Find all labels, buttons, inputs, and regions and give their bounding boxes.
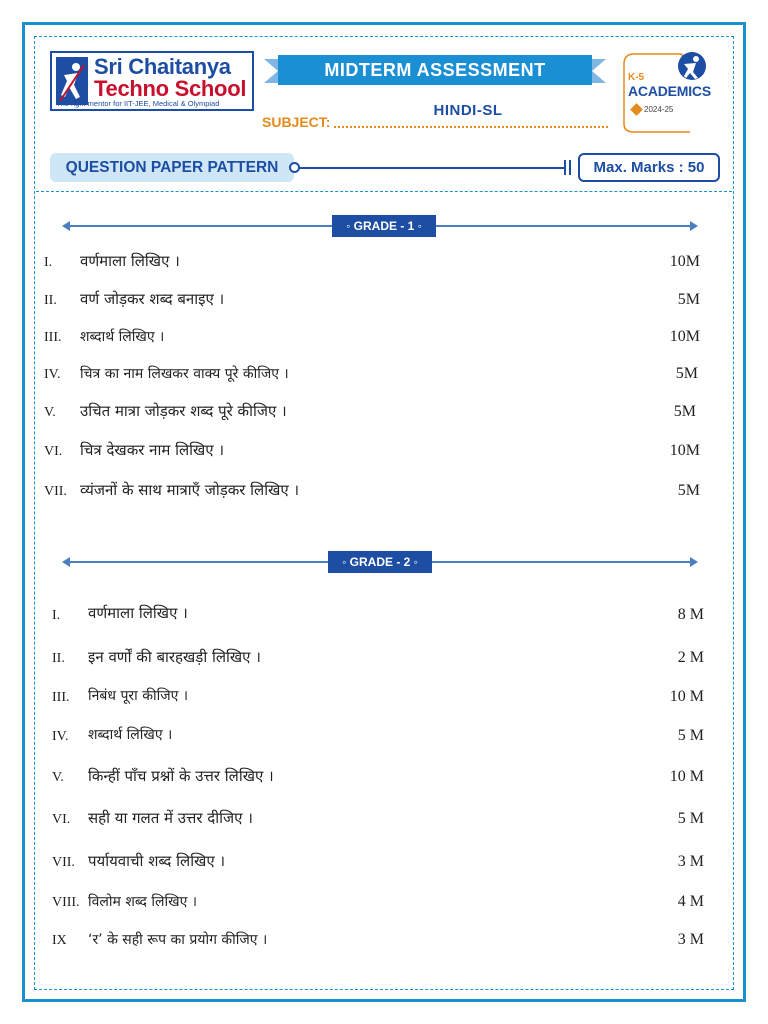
arrow-right-icon [690,221,698,231]
question-text: उचित मात्रा जोड़कर शब्द पूरे कीजिए । [80,402,287,420]
subject-dotted-line [334,126,608,128]
question-marks: 5M [673,403,696,420]
question-number: VI. [44,444,63,459]
question-number: V. [52,770,64,785]
school-logo [50,51,254,111]
grade2-label: ◦ GRADE - 2 ◦ [328,551,432,573]
question-text: चित्र का नाम लिखकर वाक्य पूरे कीजिए । [80,366,289,382]
question-marks: 10 M [669,768,704,785]
question-marks: 8 M [677,606,704,623]
question-number: III. [44,330,62,345]
question-text: वर्ण जोड़कर शब्द बनाइए । [80,290,225,308]
header-divider [36,191,732,192]
question-marks: 2 M [677,649,704,666]
page-title: MIDTERM ASSESSMENT [324,60,546,80]
logo-line1: Sri Chaitanya [94,54,231,79]
question-text: निबंध पूरा कीजिए । [88,688,189,704]
subject-value: HINDI-SL [433,102,503,119]
pattern-heading: QUESTION PAPER PATTERN [50,153,294,182]
badge-grade-range: K-5 [628,72,645,83]
question-marks: 5 M [677,810,704,827]
question-number: IV. [52,729,69,744]
question-number: II. [44,293,57,308]
title-banner [264,55,606,87]
question-marks: 5M [677,291,700,308]
question-text: व्यंजनों के साथ मात्राएँ जोड़कर लिखिए । [80,481,300,499]
arrow-right-icon [690,557,698,567]
question-number: II. [52,651,65,666]
academics-badge [620,50,718,136]
arrow-left-icon [62,557,70,567]
question-text: विलोम शब्द लिखिए । [88,894,198,910]
question-text: वर्णमाला लिखिए । [80,252,180,270]
question-text: शब्दार्थ लिखिए । [80,329,165,345]
question-number: VII. [52,855,75,870]
question-marks: 5M [677,482,700,499]
question-marks: 3 M [677,931,704,948]
question-text: वर्णमाला लिखिए । [88,604,188,622]
question-marks: 10 M [669,688,704,705]
question-marks: 3 M [677,853,704,870]
subject-label: SUBJECT: [262,114,331,130]
connector-tick-icon [569,160,571,175]
question-number: VIII. [52,895,80,910]
question-number: I. [52,608,61,623]
arrow-left-icon [62,221,70,231]
logo-line2: Techno School [94,76,247,101]
question-number: VII. [44,484,67,499]
question-text: चित्र देखकर नाम लिखिए । [80,441,225,459]
question-number: VI. [52,812,71,827]
logo-tagline: The right mentor for IIT-JEE, Medical & Olympiad [56,99,220,108]
question-text: इन वर्णों की बारहखड़ी लिखिए । [88,648,261,666]
grade1-label: ◦ GRADE - 1 ◦ [332,215,436,237]
pattern-connector-line [296,167,566,169]
question-marks: 10M [669,328,700,345]
question-marks: 5 M [677,727,704,744]
question-number: I. [44,255,53,270]
question-text: शब्दार्थ लिखिए । [88,727,173,743]
question-marks: 10M [669,442,700,459]
question-marks: 10M [669,253,700,270]
question-text: पर्यायवाची शब्द लिखिए । [88,852,226,870]
question-number: V. [44,405,56,420]
question-marks: 5M [675,365,698,382]
max-marks: Max. Marks : 50 [578,153,720,182]
question-marks: 4 M [677,893,704,910]
badge-name: ACADEMICS [628,83,711,99]
question-text: ‘र’ के सही रूप का प्रयोग कीजिए । [88,932,268,948]
question-number: IV. [44,367,61,382]
connector-start-icon [289,162,300,173]
question-text: सही या गलत में उत्तर दीजिए । [88,809,253,827]
question-number: IX [52,933,67,948]
runner-emblem-icon [56,57,88,105]
badge-year: 2024-25 [644,105,674,114]
question-number: III. [52,690,70,705]
question-text: किन्हीं पाँच प्रश्नों के उत्तर लिखिए । [88,767,274,785]
connector-tick-icon [564,160,566,175]
